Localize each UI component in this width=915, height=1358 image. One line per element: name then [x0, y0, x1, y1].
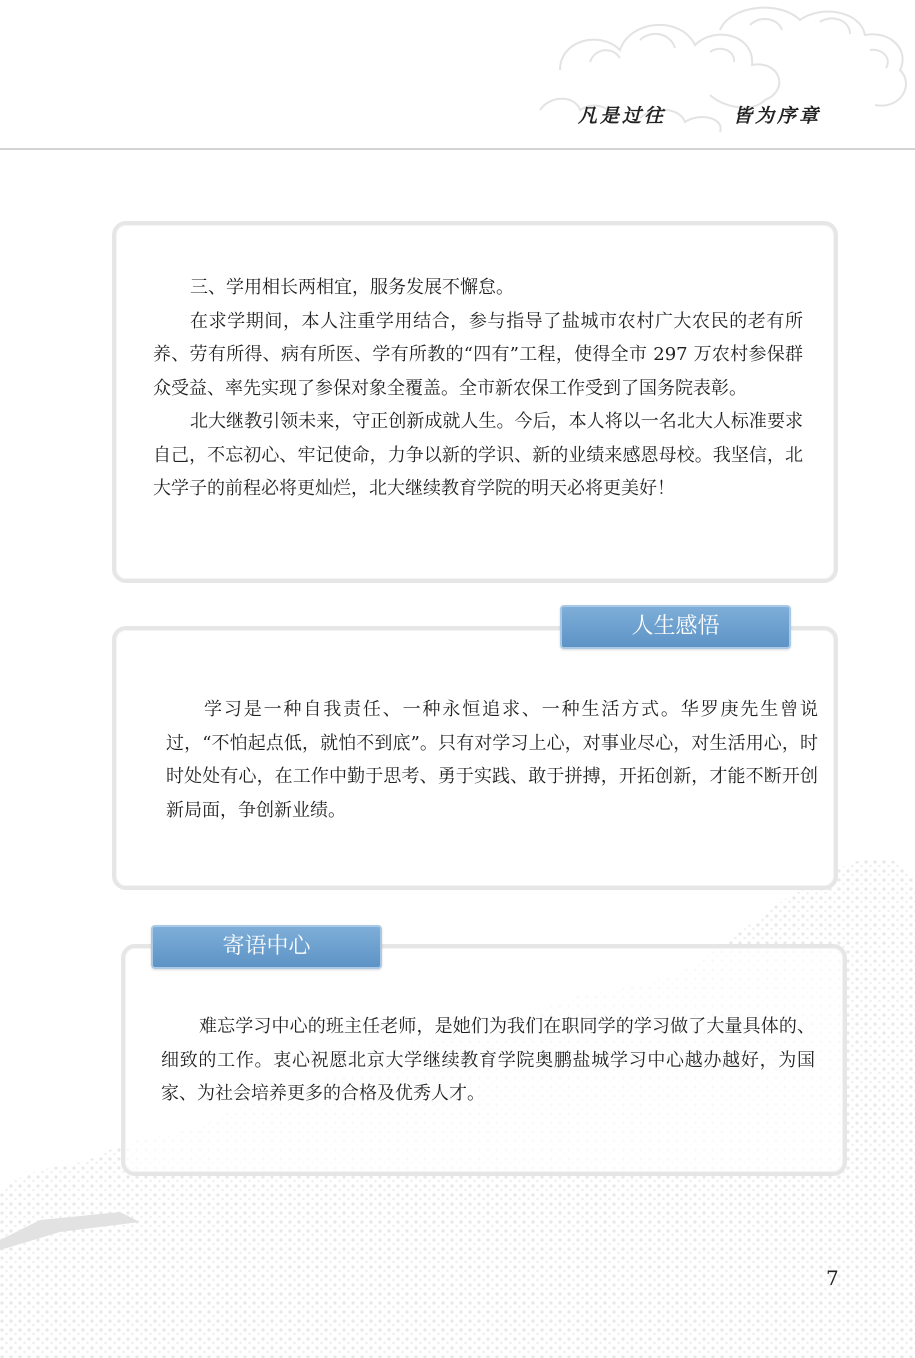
- message-tab: 寄语中心: [151, 925, 382, 969]
- study-reflection-text: [153, 271, 803, 506]
- message-text: 难忘学习中心的班主任老师，是她们为我们在职同学的学习做了大量具体的、细致的工作。衷心祝愿北京大学继续教育学院奥鹏盐城学习中心越办越好，为国家、为社会培养更多的合格及优秀人才。: [161, 1016, 815, 1104]
- header-slogan-left: 凡是过往: [578, 105, 667, 127]
- header-slogan-right: 皆为序章: [733, 105, 822, 127]
- life-insight-tab: 人生感悟: [560, 605, 791, 649]
- section-heading: 三、学用相长两相宜，服务发展不懈怠。: [190, 277, 514, 298]
- life-insight-text: 学习是一种自我责任、一种永恒追求、一种生活方式。华罗庚先生曾说过，“不怕起点低，就怕不到底”。只有对学习上心，对事业尽心，对生活用心，时时处处有心，在工作中勤于思考、勇于实践、敢于拼搏，开拓创新，才能不断开创新局面，争创新业绩。: [166, 699, 818, 821]
- page-header: [0, 0, 915, 150]
- paragraph-future-commitment: 北大继教引领未来，守正创新成就人生。今后，本人将以一名北大人标准要求自己，不忘初心、牢记使命，力争以新的学识、新的业绩来感恩母校。我坚信，北大学子的前程必将更灿烂，北大继续教育学院的明天必将更美好！: [153, 411, 803, 499]
- page-number: 7: [826, 1266, 839, 1290]
- paragraph-rural-insurance: 在求学期间，本人注重学用结合，参与指导了盐城市农村广大农民的老有所养、劳有所得、病有所医、学有所教的“四有”工程，使得全市 297 万农村参保群众受益、率先实现了参保对象全覆盖。全市新农保工作受到了国务院表彰。: [153, 310, 803, 399]
